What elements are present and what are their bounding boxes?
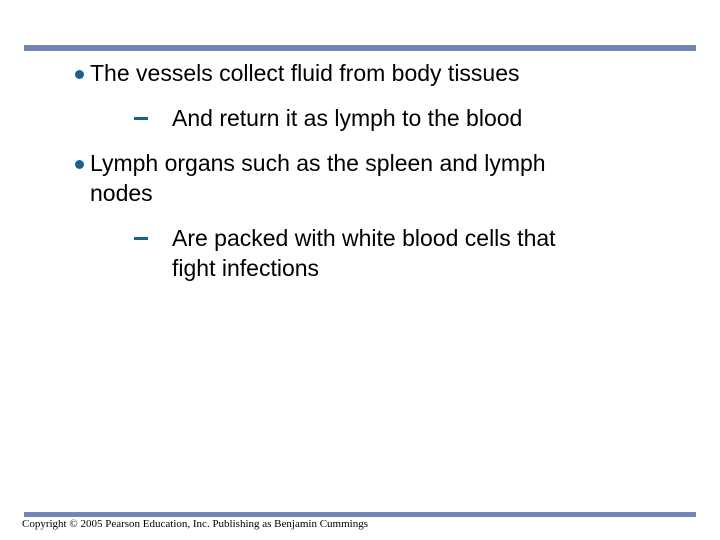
sub-bullet-text-line: fight infections <box>172 255 320 281</box>
bullet-text <box>90 148 546 208</box>
bullet-item <box>72 58 520 88</box>
dash-bullet-icon <box>134 223 172 240</box>
sub-bullet-text <box>172 103 522 133</box>
bullet-dot-icon <box>72 58 90 79</box>
bullet-text <box>90 58 520 88</box>
sub-bullet-item <box>134 223 556 283</box>
sub-bullet-text <box>172 223 556 283</box>
sub-bullet-item <box>134 103 522 133</box>
bottom-accent-bar <box>24 512 696 517</box>
sub-bullet-text-line: And return it as lymph to the blood <box>172 105 523 131</box>
bullet-dot-icon <box>72 148 90 169</box>
top-accent-bar <box>24 45 696 51</box>
bullet-text-line: Lymph organs such as the spleen and lymph <box>90 150 546 176</box>
sub-bullet-text-line: Are packed with white blood cells that <box>172 225 556 251</box>
bullet-text-line: The vessels collect fluid from body tissues <box>90 60 520 86</box>
bullet-item <box>72 148 546 208</box>
dash-bullet-icon <box>134 103 172 120</box>
copyright-text: Copyright © 2005 Pearson Education, Inc. Publishing as Benjamin Cummings <box>22 518 368 530</box>
bullet-text-line: nodes <box>90 180 153 206</box>
